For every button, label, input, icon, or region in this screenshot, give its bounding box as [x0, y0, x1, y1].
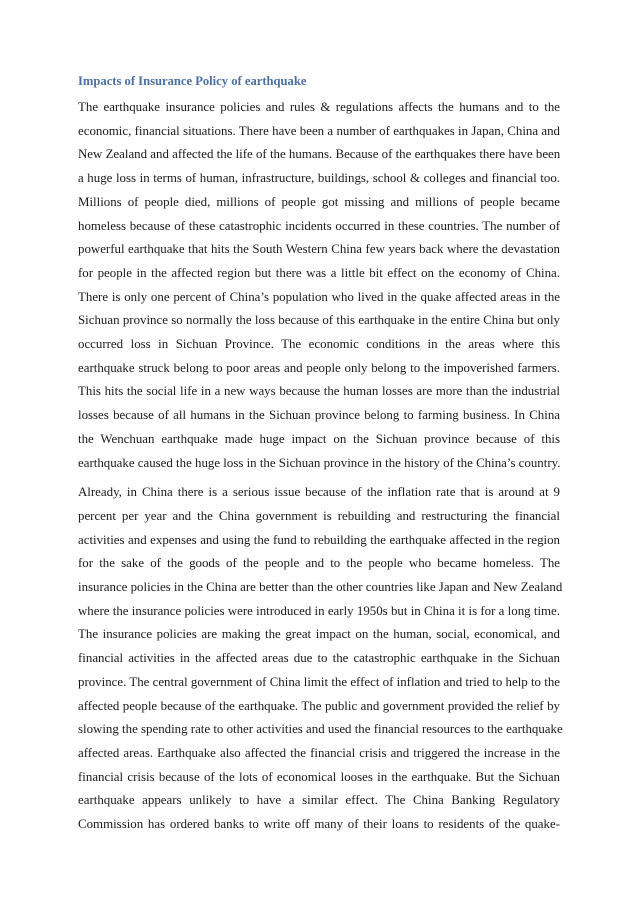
text-line: a huge loss in terms of human, infrastructure, buildings, school & colleges and financial too. — [78, 171, 560, 186]
text-line: where the insurance policies were introduced in early 1950s but in China it is for a long time. — [78, 603, 560, 618]
text-line: The insurance policies are making the great impact on the human, social, economical, and — [78, 627, 560, 642]
text-line: powerful earthquake that hits the South Western China few years back where the devastation — [78, 242, 560, 257]
paragraph-2 — [78, 481, 563, 837]
text-line: financial crisis because of the lots of economical looses in the earthquake. But the Sichuan — [78, 769, 560, 784]
text-line: earthquake struck belong to poor areas and people only belong to the impoverished farmers. — [78, 360, 560, 375]
text-line: New Zealand and affected the life of the humans. Because of the earthquakes there have been — [78, 147, 561, 162]
text-line: This hits the social life in a new ways because the human losses are more than the industrial — [78, 384, 560, 399]
text-line: There is only one percent of China’s population who lived in the quake affected areas in the — [78, 289, 560, 304]
text-line: economic, financial situations. There have been a number of earthquakes in Japan, China and — [78, 123, 560, 138]
text-line: for the sake of the goods of the people and to the people who became homeless. The — [78, 556, 560, 571]
text-line: Already, in China there is a serious issue because of the inflation rate that is around at 9 — [78, 485, 560, 500]
text-line: province. The central government of China limit the effect of inflation and tried to help to the — [78, 674, 560, 689]
text-line: Millions of people died, millions of people got missing and millions of people became — [78, 194, 560, 209]
section-heading: Impacts of Insurance Policy of earthquake — [78, 74, 307, 88]
text-line: The earthquake insurance policies and rules & regulations affects the humans and to the — [78, 100, 560, 114]
text-line: earthquake appears unlikely to have a similar effect. The China Banking Regulatory — [78, 793, 560, 808]
text-line: occurred loss in Sichuan Province. The economic conditions in the areas where this — [78, 337, 560, 352]
text-line: homeless because of these catastrophic incidents occurred in these countries. The number of — [78, 218, 560, 233]
text-line: Sichuan province so normally the loss because of this earthquake in the entire China but only — [78, 313, 560, 328]
document-body — [78, 72, 563, 837]
text-line: financial activities in the affected areas due to the catastrophic earthquake in the Sichuan — [78, 651, 560, 666]
text-line: Commission has ordered banks to write off many of their loans to residents of the quake- — [78, 817, 560, 832]
text-line: losses because of all humans in the Sichuan province belong to farming business. In China — [78, 408, 560, 423]
text-line: earthquake caused the huge loss in the Sichuan province in the history of the China’s country. — [78, 455, 561, 470]
paragraph-1 — [78, 96, 560, 475]
text-line: affected areas. Earthquake also affected the financial crisis and triggered the increase in the — [78, 745, 560, 760]
text-line: affected people because of the earthquake. The public and government provided the relief by — [78, 698, 560, 713]
text-line: slowing the spending rate to other activities and used the financial resources to the earthquake — [78, 722, 563, 737]
text-line: for people in the affected region but there was a little bit effect on the economy of China. — [78, 265, 560, 280]
text-line: percent per year and the China government is rebuilding and restructuring the financial — [78, 508, 560, 523]
text-line: insurance policies in the China are better than the other countries like Japan and New Zealand — [78, 580, 563, 595]
text-line: activities and expenses and using the fund to rebuilding the earthquake affected in the region — [78, 532, 560, 547]
text-line: the Wenchuan earthquake made huge impact on the Sichuan province because of this — [78, 431, 560, 446]
